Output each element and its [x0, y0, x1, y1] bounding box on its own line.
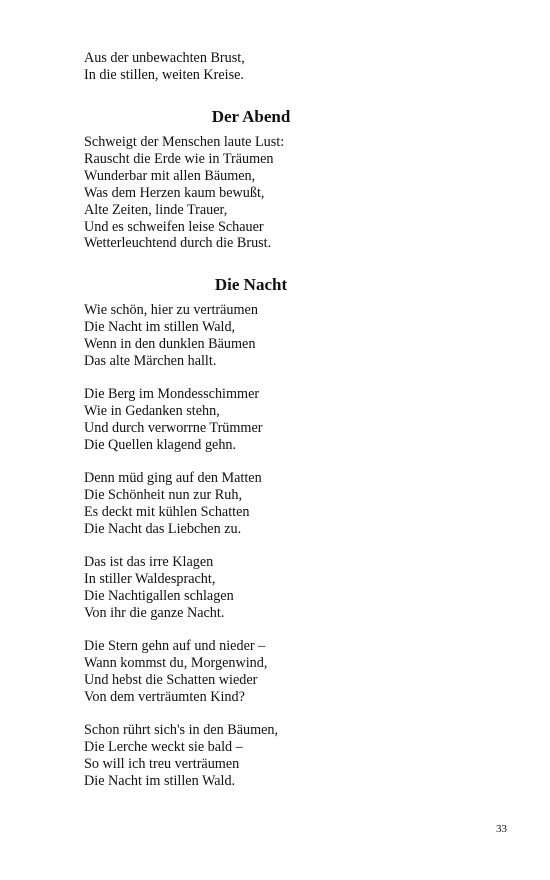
verse-line: Von dem verträumten Kind? — [84, 688, 245, 705]
verse-line: Alte Zeiten, linde Trauer, — [84, 201, 228, 218]
poem-abend-stanza — [84, 134, 284, 252]
verse-line: Es deckt mit kühlen Schatten — [84, 503, 250, 520]
verse-line: Die Nacht im stillen Wald, — [84, 318, 236, 335]
verse-line: Und hebst die Schatten wieder — [84, 671, 258, 688]
verse-line: Die Nacht im stillen Wald. — [84, 772, 236, 789]
poem-nacht-stanza-3 — [84, 470, 262, 538]
opening-stanza — [84, 50, 245, 84]
page-number: 33 — [496, 823, 507, 835]
verse-line: Wann kommst du, Morgenwind, — [84, 654, 268, 671]
verse-line: Wie in Gedanken stehn, — [84, 402, 220, 419]
verse-line: Aus der unbewachten Brust, — [84, 50, 245, 66]
verse-line: Wie schön, hier zu verträumen — [84, 302, 258, 318]
poem-nacht-stanza-2 — [84, 386, 263, 454]
verse-line: Die Schönheit nun zur Ruh, — [84, 486, 243, 503]
verse-line: Die Quellen klagend gehn. — [84, 436, 237, 453]
poem-nacht-stanza-6 — [84, 722, 278, 790]
verse-line: Schon rührt sich's in den Bäumen, — [84, 722, 279, 738]
verse-line: Die Lerche weckt sie bald – — [84, 738, 243, 755]
verse-line: Rauscht die Erde wie in Träumen — [84, 150, 274, 167]
verse-line: In stiller Waldespracht, — [84, 570, 216, 587]
verse-line: Das ist das irre Klagen — [84, 554, 214, 570]
verse-line: Das alte Märchen hallt. — [84, 352, 217, 369]
verse-line: Die Nachtigallen schlagen — [84, 587, 234, 604]
verse-line: Denn müd ging auf den Matten — [84, 470, 262, 486]
poem-nacht-stanza-4 — [84, 554, 234, 622]
verse-line: Schweigt der Menschen laute Lust: — [84, 134, 285, 150]
verse-line: Was dem Herzen kaum bewußt, — [84, 184, 265, 201]
poem-title-nacht: Die Nacht — [214, 275, 288, 294]
verse-line: Und durch verworrne Trümmer — [84, 419, 263, 436]
verse-line: Wetterleuchtend durch die Brust. — [84, 235, 272, 252]
poem-nacht-stanza-1 — [84, 302, 258, 370]
verse-line: Und es schweifen leise Schauer — [84, 218, 264, 235]
verse-line: In die stillen, weiten Kreise. — [84, 66, 244, 83]
poem-nacht-stanza-5 — [84, 638, 267, 706]
verse-line: Die Nacht das Liebchen zu. — [84, 520, 242, 537]
poem-title-abend: Der Abend — [211, 107, 291, 126]
verse-line: Wenn in den dunklen Bäumen — [84, 335, 256, 352]
verse-line: So will ich treu verträumen — [84, 755, 240, 772]
verse-line: Wunderbar mit allen Bäumen, — [84, 167, 256, 184]
verse-line: Die Berg im Mondesschimmer — [84, 386, 260, 402]
verse-line: Die Stern gehn auf und nieder – — [84, 638, 266, 654]
verse-line: Von ihr die ganze Nacht. — [84, 604, 225, 621]
